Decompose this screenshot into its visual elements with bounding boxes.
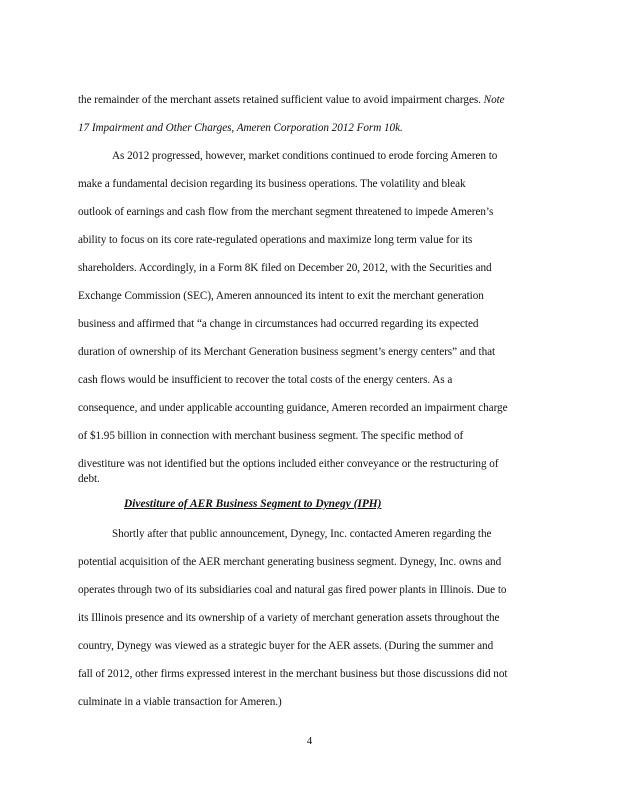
paragraph-text: business and affirmed that “a change in circumstances had occurred regarding its expected xyxy=(78,318,479,330)
text-line-plain: the remainder of the merchant assets retained sufficient value to avoid impairment charges. xyxy=(78,94,484,106)
paragraph-text: duration of ownership of its Merchant Generation business segment’s energy centers” and that xyxy=(78,346,496,358)
paragraph-text: outlook of earnings and cash flow from the merchant segment threatened to impede Ameren’s xyxy=(78,206,494,218)
paragraph-text: As 2012 progressed, however, market conditions continued to erode forcing Ameren to xyxy=(112,150,498,162)
paragraph-text: Exchange Commission (SEC), Ameren announced its intent to exit the merchant generation xyxy=(78,290,484,302)
text-line xyxy=(78,317,478,331)
paragraph-text: shareholders. Accordingly, in a Form 8K filed on December 20, 2012, with the Securities and xyxy=(78,262,492,274)
text-line xyxy=(78,177,466,191)
text-line xyxy=(78,555,501,569)
text-line xyxy=(78,373,452,387)
paragraph-text: consequence, and under applicable accounting guidance, Ameren recorded an impairment charge xyxy=(78,402,508,414)
text-line xyxy=(78,289,484,303)
text-line xyxy=(112,527,491,541)
text-line xyxy=(78,472,100,486)
text-line xyxy=(78,121,403,135)
text-line xyxy=(78,345,495,359)
text-line xyxy=(78,401,508,415)
text-line xyxy=(78,205,493,219)
paragraph-text: debt. xyxy=(78,473,100,485)
paragraph-text: operates through two of its subsidiaries coal and natural gas fired power plants in Illinois. Due to xyxy=(78,584,507,596)
text-line xyxy=(78,233,472,247)
note-reference: 17 Impairment and Other Charges, Ameren Corporation 2012 Form 10k. xyxy=(78,122,403,134)
text-line xyxy=(78,667,507,681)
paragraph-text: potential acquisition of the AER merchant generating business segment. Dynegy, Inc. owns and xyxy=(78,556,502,568)
paragraph-text: make a fundamental decision regarding its business operations. The volatility and bleak xyxy=(78,178,466,190)
paragraph-text: ability to focus on its core rate-regulated operations and maximize long term value for its xyxy=(78,234,473,246)
section-heading: Divestiture of AER Business Segment to Dynegy (IPH) xyxy=(124,498,382,510)
paragraph-text: country, Dynegy was viewed as a strategic buyer for the AER assets. (During the summer and xyxy=(78,640,494,652)
text-line xyxy=(78,429,463,443)
paragraph-text: of $1.95 billion in connection with merchant business segment. The specific method of xyxy=(78,430,464,442)
paragraph-text: fall of 2012, other firms expressed interest in the merchant business but those discussions did not xyxy=(78,668,508,680)
paragraph-text: culminate in a viable transaction for Ameren.) xyxy=(78,696,282,708)
text-line xyxy=(78,583,506,597)
paragraph-text: its Illinois presence and its ownership of a variety of merchant generation assets throughout the xyxy=(78,612,500,624)
text-line xyxy=(78,93,505,107)
text-line xyxy=(112,149,497,163)
text-line xyxy=(78,639,493,653)
text-line xyxy=(78,457,498,471)
note-reference: Note xyxy=(483,94,505,106)
page-number: 4 xyxy=(306,735,313,747)
text-line xyxy=(78,695,282,709)
paragraph-text: Shortly after that public announcement, Dynegy, Inc. contacted Ameren regarding the xyxy=(112,528,492,540)
text-line xyxy=(78,611,499,625)
paragraph-text: divestiture was not identified but the options included either conveyance or the restructuring of xyxy=(78,458,499,470)
text-line xyxy=(78,261,492,275)
paragraph-text: cash flows would be insufficient to recover the total costs of the energy centers. As a xyxy=(78,374,453,386)
